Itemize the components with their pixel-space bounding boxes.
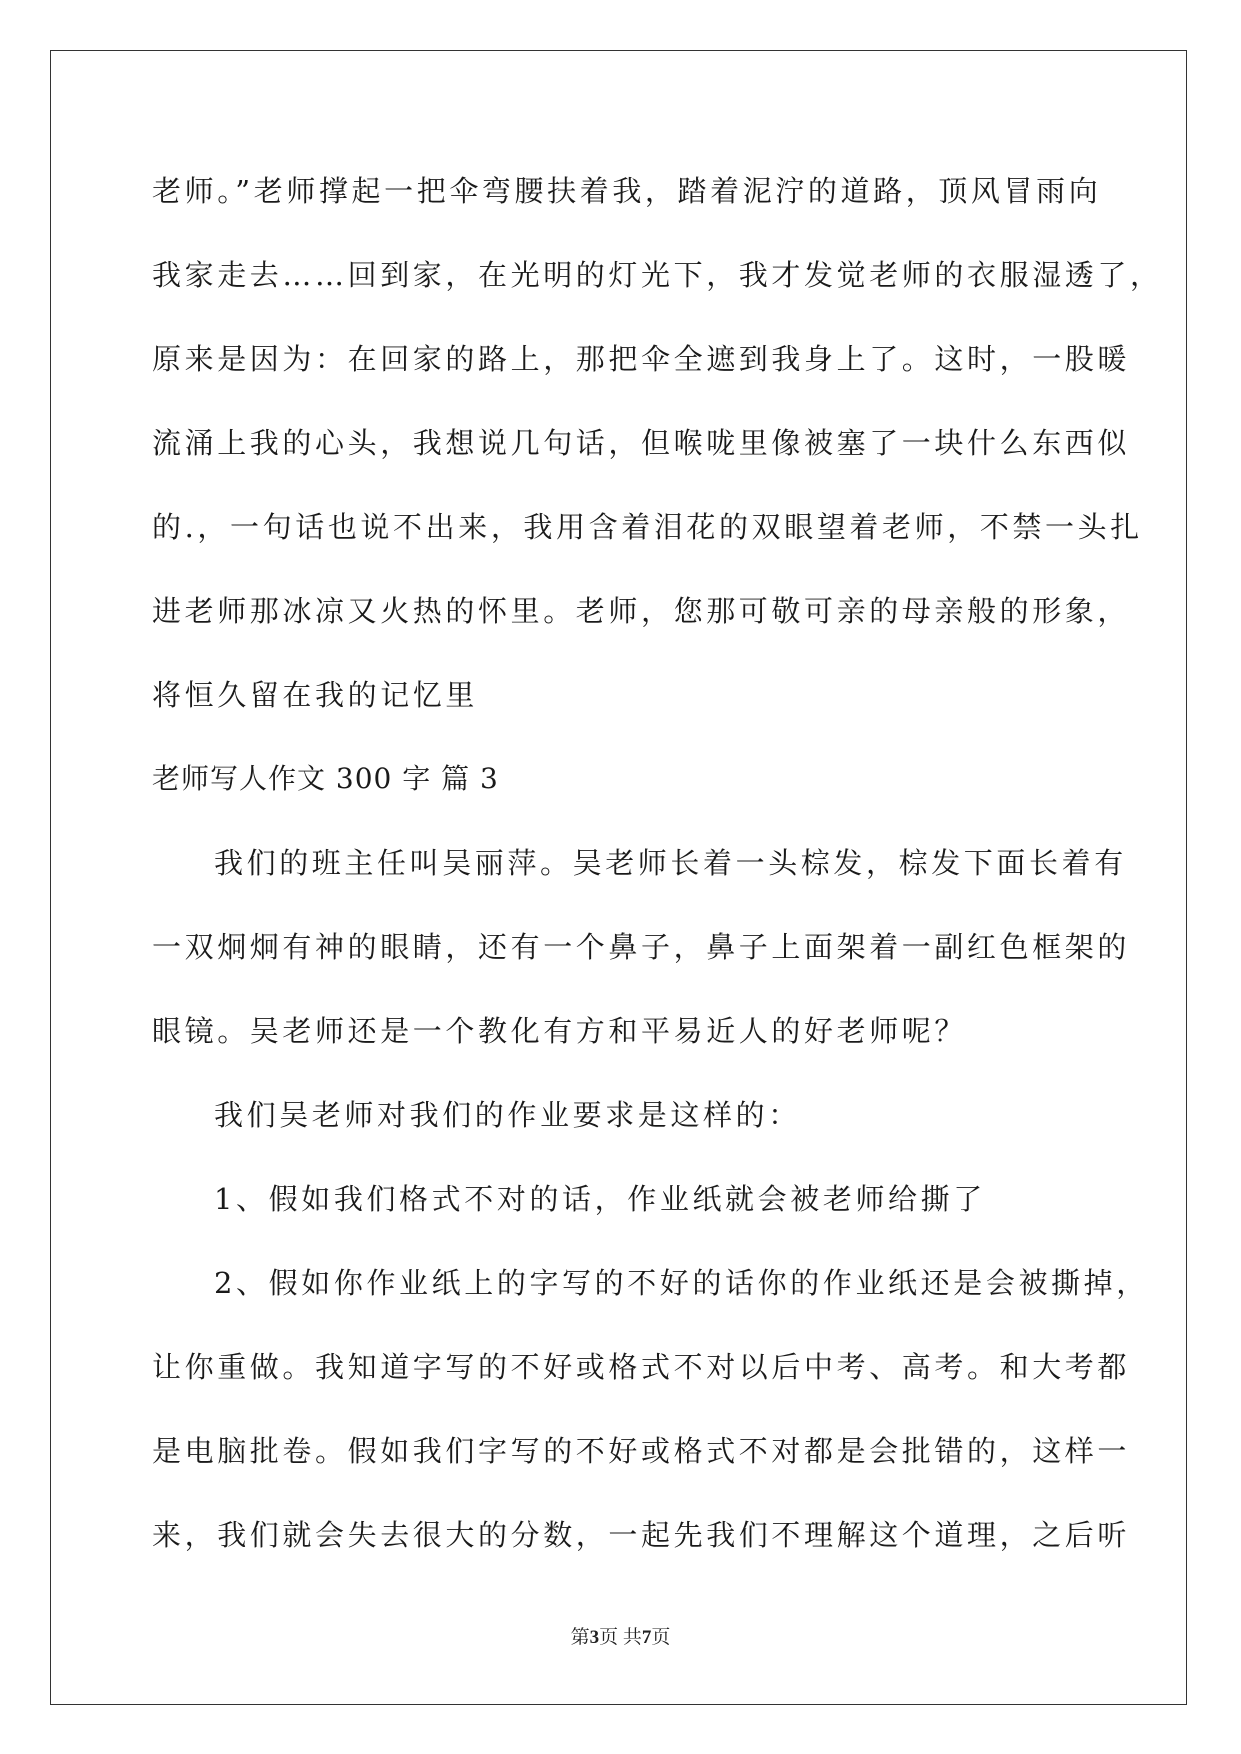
text-line: 我家走去……回到家，在光明的灯光下，我才发觉老师的衣服湿透了， <box>152 258 1163 292</box>
total-page-number: 7 <box>641 1627 652 1648</box>
paragraph-first-line: 我们的班主任叫吴丽萍。吴老师长着一头棕发，棕发下面长着有 <box>214 846 1127 880</box>
text-line: 让你重做。我知道字写的不好或格式不对以后中考、高考。和大考都 <box>152 1350 1131 1384</box>
text-line: 一双炯炯有神的眼睛，还有一个鼻子，鼻子上面架着一副红色框架的 <box>152 930 1131 964</box>
current-page-number: 3 <box>589 1627 600 1648</box>
list-item-1: 1、假如我们格式不对的话，作业纸就会被老师给撕了 <box>214 1182 986 1216</box>
footer-mid: 页 共 <box>599 1627 642 1648</box>
text-line: 进老师那冰凉又火热的怀里。老师，您那可敬可亲的母亲般的形象， <box>152 594 1131 628</box>
text-line: 眼镜。吴老师还是一个教化有方和平易近人的好老师呢？ <box>152 1014 968 1048</box>
paragraph-first-line: 我们吴老师对我们的作业要求是这样的： <box>214 1098 801 1132</box>
text-line: 老师。”老师撑起一把伞弯腰扶着我，踏着泥泞的道路，顶风冒雨向 <box>152 174 1102 208</box>
page-footer <box>0 1622 1241 1649</box>
text-line: 原来是因为：在回家的路上，那把伞全遮到我身上了。这时，一股暖 <box>152 342 1131 376</box>
text-line: 来，我们就会失去很大的分数，一起先我们不理解这个道理，之后听 <box>152 1518 1131 1552</box>
list-item-2: 2、假如你作业纸上的字写的不好的话你的作业纸还是会被撕掉， <box>214 1266 1149 1300</box>
text-line: 是电脑批卷。假如我们字写的不好或格式不对都是会批错的，这样一 <box>152 1434 1131 1468</box>
text-line: 的.，一句话也说不出来，我用含着泪花的双眼望着老师，不禁一头扎 <box>152 510 1143 544</box>
section-heading: 老师写人作文 300 字 篇 3 <box>152 762 499 795</box>
text-line: 将恒久留在我的记忆里 <box>152 678 479 712</box>
document-body <box>152 163 1163 1591</box>
footer-suffix: 页 <box>651 1627 671 1648</box>
text-line: 流涌上我的心头，我想说几句话，但喉咙里像被塞了一块什么东西似 <box>152 426 1131 460</box>
footer-prefix: 第 <box>570 1627 590 1648</box>
